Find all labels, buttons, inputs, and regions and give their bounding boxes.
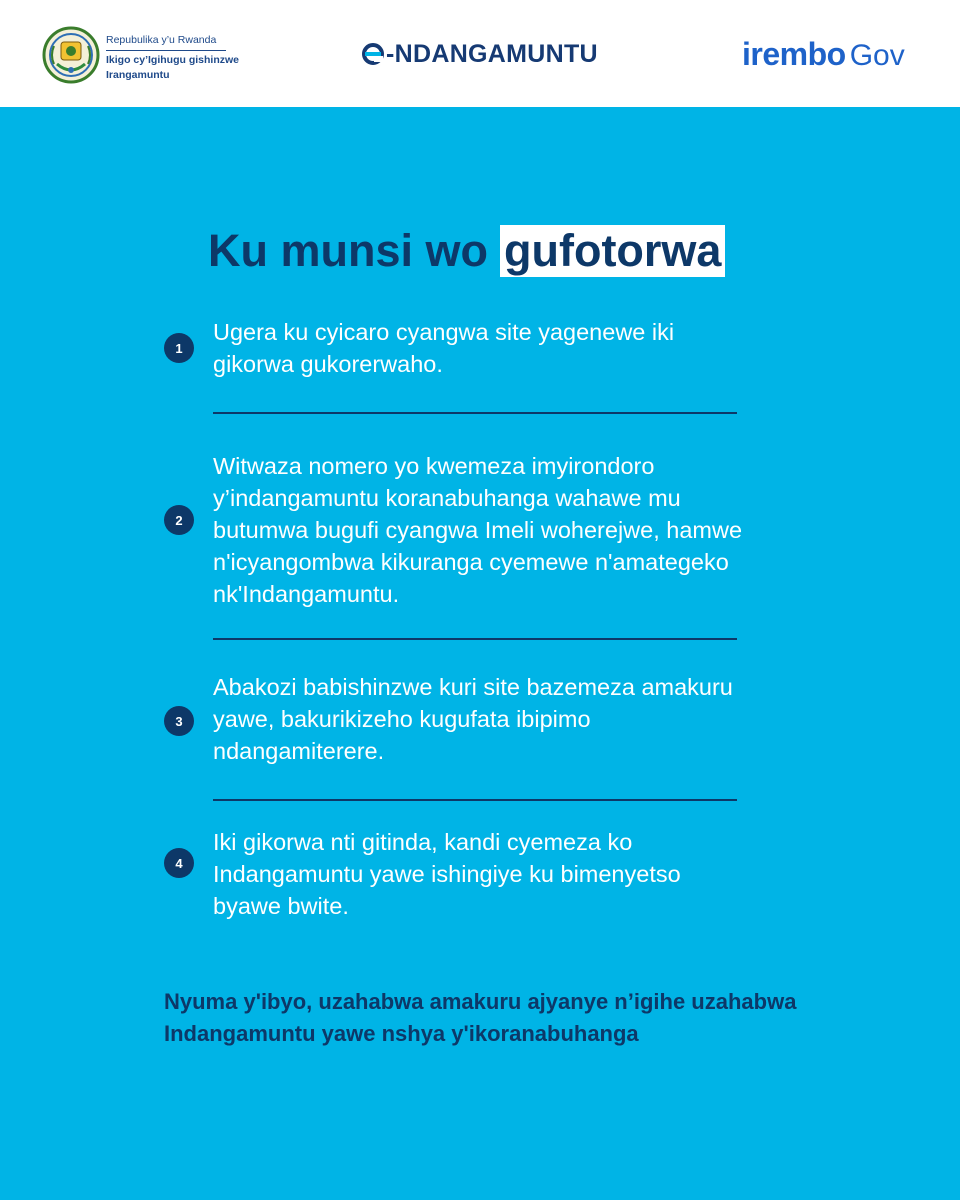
step-3-text: Abakozi babishinzwe kuri site bazemeza amakuru yawe, bakurikizeho kugufata ibipimo ndangamiterere. (213, 674, 733, 764)
step-1-number-badge: 1 (164, 333, 194, 363)
header-bar (0, 0, 960, 107)
step-2-text: Witwaza nomero yo kwemeza imyirondoro y’indangamuntu koranabuhanga wahawe mu butumwa bugufi cyangwa Imeli woherejwe, hamwe n'icyangombwa kikuranga cyemewe n'amategeko nk'Indangamuntu. (213, 453, 743, 607)
step-1-text: Ugera ku cyicaro cyangwa site yagenewe iki gikorwa gukorerwaho. (213, 319, 675, 377)
republic-label: Repubulika y’u Rwanda (106, 34, 226, 51)
page-title (208, 225, 725, 277)
step-3-number-badge: 3 (164, 706, 194, 736)
step-2-number-badge: 2 (164, 505, 194, 535)
e-letter-icon (362, 43, 384, 65)
step-divider (213, 412, 737, 414)
title-highlight-text: gufotorwa (500, 225, 725, 277)
agency-name-block (106, 34, 240, 81)
irembo-gov-suffix: Gov (849, 39, 905, 72)
agency-name-line1: Ikigo cy’Igihugu gishinzwe (106, 54, 240, 66)
step-4-text: Iki gikorwa nti gitinda, kandi cyemeza ko Indangamuntu yawe ishingiye ku bimenyetso byawe bwite. (213, 829, 681, 919)
step-4-number-badge: 4 (164, 848, 194, 878)
rwanda-coat-of-arms-icon (42, 24, 100, 86)
irembo-gov-logo (742, 36, 905, 73)
agency-name-line2: Irangamuntu (106, 69, 170, 81)
irembo-name: irembo (742, 36, 846, 72)
footer-note: Nyuma y'ibyo, uzahabwa amakuru ajyanye n’igihe uzahabwa Indangamuntu yawe nshya y'ikoranabuhanga (164, 989, 797, 1046)
title-main-text: Ku munsi wo (208, 225, 488, 276)
step-divider (213, 799, 737, 801)
step-divider (213, 638, 737, 640)
e-ndangamuntu-logo (362, 38, 598, 70)
brand-name: -NDANGAMUNTU (386, 39, 598, 68)
